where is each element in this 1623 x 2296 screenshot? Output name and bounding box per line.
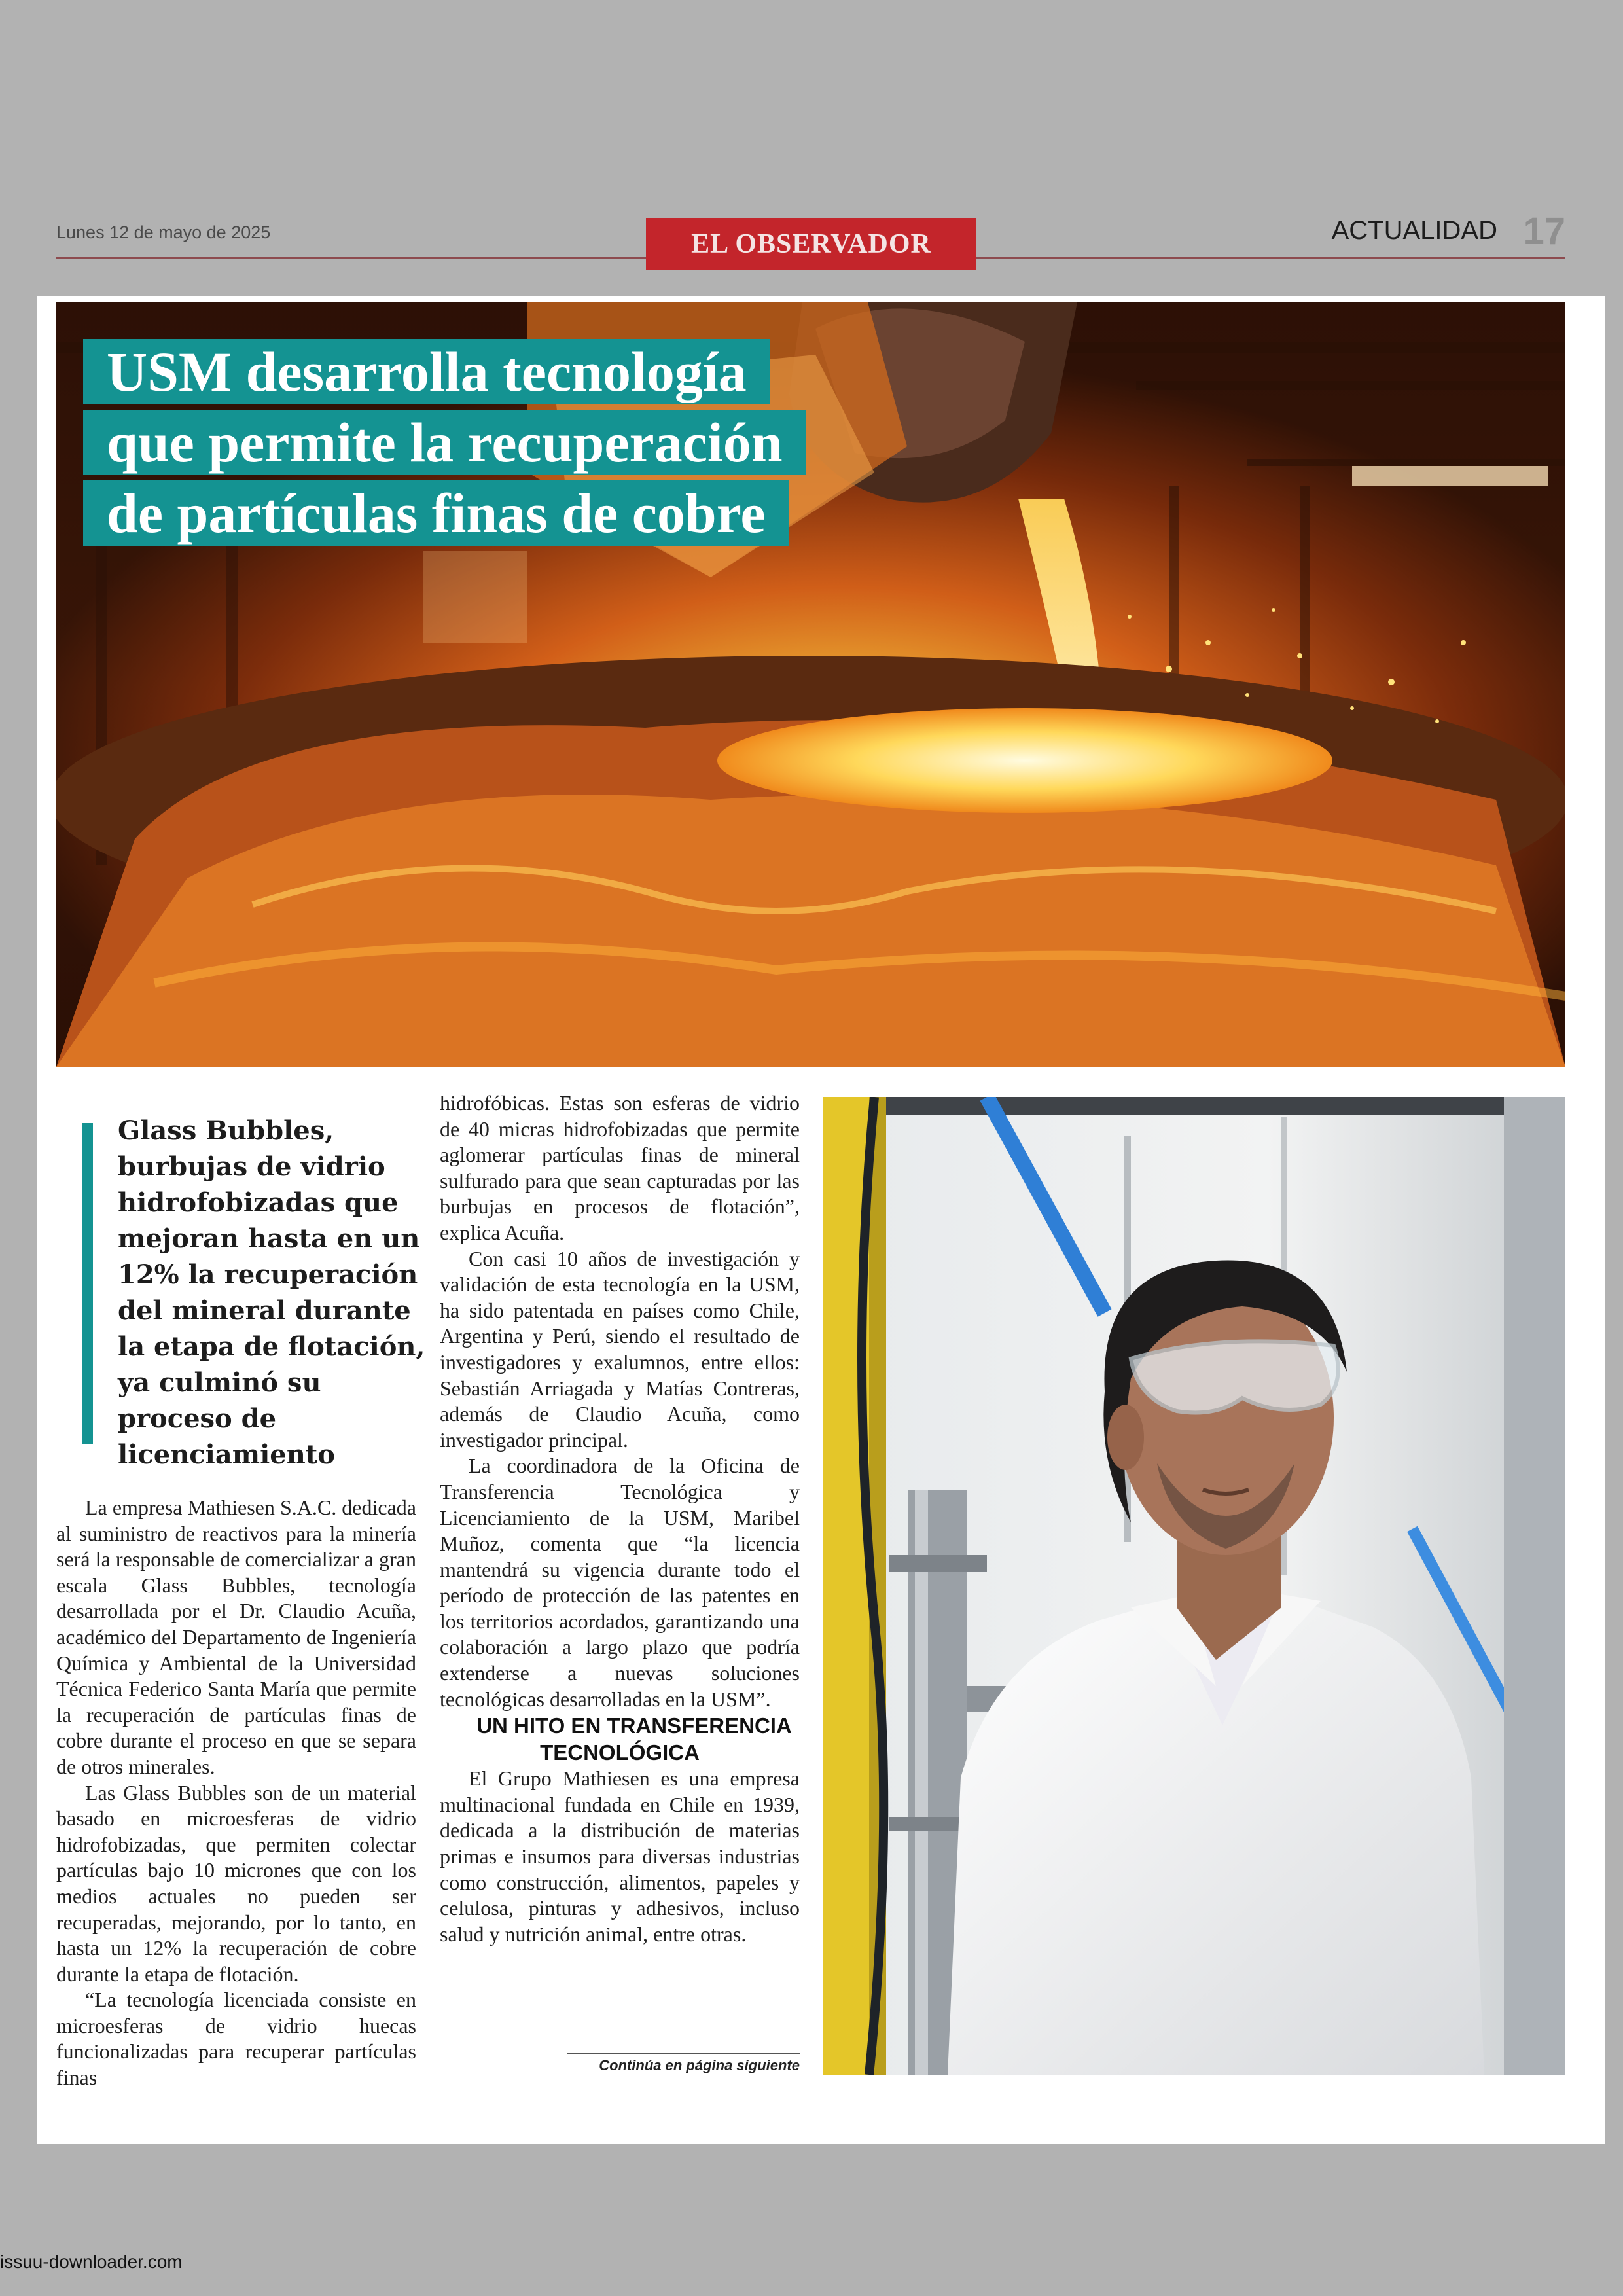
body-column-2 <box>440 1090 800 1947</box>
section-subhead: UN HITO EN TRANSFERENCIA TECNOLÓGICA <box>476 1713 792 1765</box>
body-column-1 <box>56 1495 416 2091</box>
headline-line: de partículas finas de cobre <box>83 480 789 546</box>
issue-date: Lunes 12 de mayo de 2025 <box>56 223 271 242</box>
headline-line: USM desarrolla tecnología <box>83 339 770 404</box>
body-paragraph: El Grupo Mathiesen es una empresa multinacional fundada en Chile en 1939, dedicada a la distribución de materias primas e insumos para diversas industrias como construcción, alimentos, papeles y celulosa, pinturas y adhesivos, incluso salud y nutrición animal, entre otras. <box>440 1767 800 1946</box>
body-paragraph: “La tecnología licenciada consiste en microesferas de vidrio huecas funcionalizadas para recuperar partículas finas <box>56 1988 416 2090</box>
page-number: 17 <box>1523 210 1565 253</box>
body-paragraph: La coordinadora de la Oficina de Transferencia Tecnológica y Licenciamiento de la USM, Maribel Muñoz, comenta que “la licencia mantendrá su vigencia durante todo el período de protección de las patentes en los territorios acordados, garantizando una colaboración a largo plazo que podría extenderse a nuevas soluciones tecnológicas desarrolladas en la USM”. <box>440 1454 800 1711</box>
researcher-photo <box>823 1097 1565 2075</box>
continued-note: Continúa en página siguiente <box>599 2057 800 2073</box>
headline-line: que permite la recuperación <box>83 410 806 475</box>
headline <box>83 339 806 551</box>
site-watermark: issuu-downloader.com <box>0 2251 183 2272</box>
pull-quote: Glass Bubbles, burbujas de vidrio hidrofobizadas que mejoran hasta en un 12% la recuperación del mineral durante la etapa de flotación, ya culminó su proceso de licenciamiento <box>118 1115 425 1470</box>
section-label: ACTUALIDAD <box>1331 216 1497 245</box>
body-paragraph: Con casi 10 años de investigación y validación de esta tecnología en la USM, ha sido patentada en países como Chile, Argentina y Perú, siendo el resultado de investigadores y exalumnos, entre ellos: Sebastián Arriagada y Matías Contreras, además de Claudio Acuña, como investigador principal. <box>440 1246 800 1452</box>
body-paragraph: hidrofóbicas. Estas son esferas de vidrio de 40 micras hidrofobizadas que permite aglomerar partículas finas de mineral sulfurado para que sean capturadas por las burbujas en procesos de flotación”, explica Acuña. <box>440 1091 800 1244</box>
body-paragraph: Las Glass Bubbles son de un material basado en microesferas de vidrio hidrofobizadas, que permiten colectar partículas bajo 10 micrones que con los medios actuales no pueden ser recuperadas, mejorando, por lo tanto, en hasta un 12% la recuperación de cobre durante la etapa de flotación. <box>56 1780 416 1986</box>
body-paragraph: La empresa Mathiesen S.A.C. dedicada al suministro de reactivos para la minería será la responsable de comercializar a gran escala Glass Bubbles, tecnología desarrollada por el Dr. Claudio Acuña, académico del Departamento de Ingeniería Química y Ambiental de la Universidad Técnica Federico Santa María que permite la recuperación de partículas finas de cobre durante el proceso en que se separa de otros minerales. <box>56 1496 416 1778</box>
newspaper-logo: EL OBSERVADOR <box>646 218 976 270</box>
pull-quote-bar <box>82 1123 93 1444</box>
researcher-illustration <box>823 1097 1565 2075</box>
continue-rule <box>567 2053 800 2054</box>
